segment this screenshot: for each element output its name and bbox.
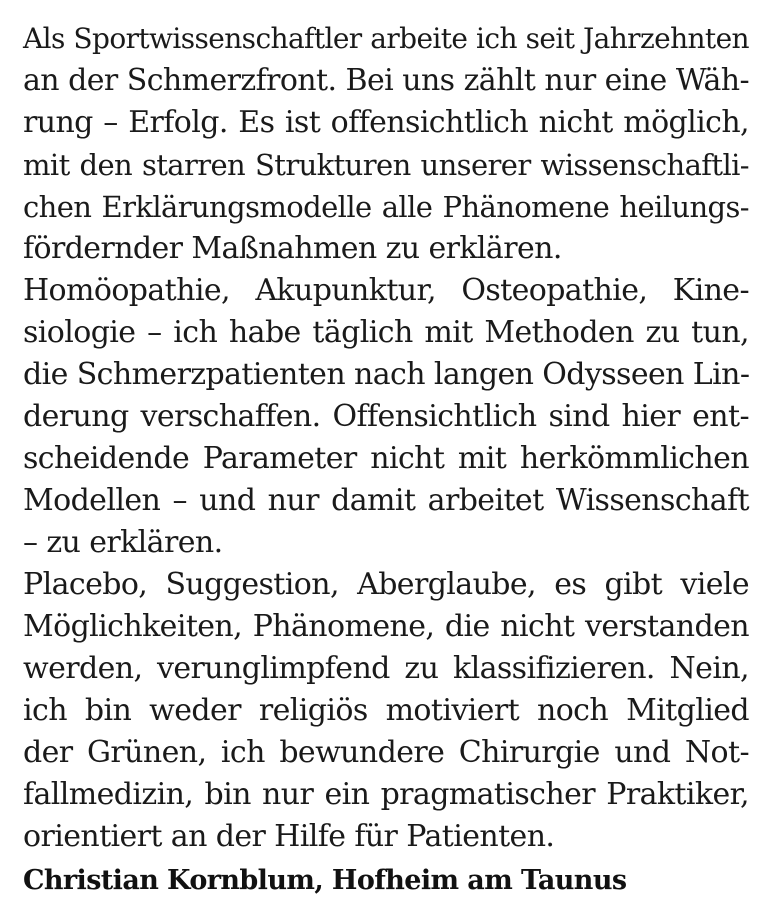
text-line: fördernder Maßnahmen zu erklären. bbox=[23, 231, 562, 266]
text-line: orientiert an der Hilfe für Patienten. bbox=[23, 819, 555, 854]
text-line: Placebo, Suggestion, Aberglaube, es gibt viele bbox=[23, 567, 749, 602]
text-line: rung – Erfolg. Es ist offensichtlich nicht möglich, bbox=[23, 105, 749, 140]
text-line: die Schmerzpatienten nach langen Odysseen Lin- bbox=[23, 357, 750, 392]
paragraph-1 bbox=[23, 18, 749, 270]
text-line: ich bin weder religiös motiviert noch Mitglied bbox=[23, 693, 749, 728]
text-line: fallmedizin, bin nur ein pragmatischer Praktiker, bbox=[23, 777, 749, 812]
text-line: an der Schmerzfront. Bei uns zählt nur eine Wäh- bbox=[23, 63, 749, 98]
text-line: – zu erklären. bbox=[23, 525, 223, 560]
text-line: chen Erklärungsmodelle alle Phänomene heilungs- bbox=[23, 190, 749, 224]
text-line: siologie – ich habe täglich mit Methoden zu tun, bbox=[23, 315, 749, 350]
paragraph-2 bbox=[23, 270, 749, 564]
text-line: der Grünen, ich bewundere Chirurgie und Not- bbox=[23, 735, 749, 770]
text-line: Homöopathie, Akupunktur, Osteopathie, Kine- bbox=[23, 273, 749, 308]
author-signature: Christian Kornblum, Hofheim am Taunus bbox=[23, 865, 627, 896]
text-line: werden, verunglimpfend zu klassifizieren. Nein, bbox=[23, 651, 749, 686]
text-line: Als Sportwissenschaftler arbeite ich seit Jahrzehnten bbox=[23, 22, 749, 55]
text-line: derung verschaffen. Offensichtlich sind hier ent- bbox=[23, 399, 749, 434]
text-line: scheidende Parameter nicht mit herkömmlichen bbox=[23, 441, 749, 476]
paragraph-3 bbox=[23, 564, 749, 858]
reader-letter bbox=[23, 18, 749, 898]
text-line: mit den starren Strukturen unserer wissenschaftli- bbox=[23, 148, 749, 182]
text-line: Modellen – und nur damit arbeitet Wissenschaft bbox=[23, 483, 749, 518]
text-line: Möglichkeiten, Phänomene, die nicht verstanden bbox=[23, 609, 749, 644]
